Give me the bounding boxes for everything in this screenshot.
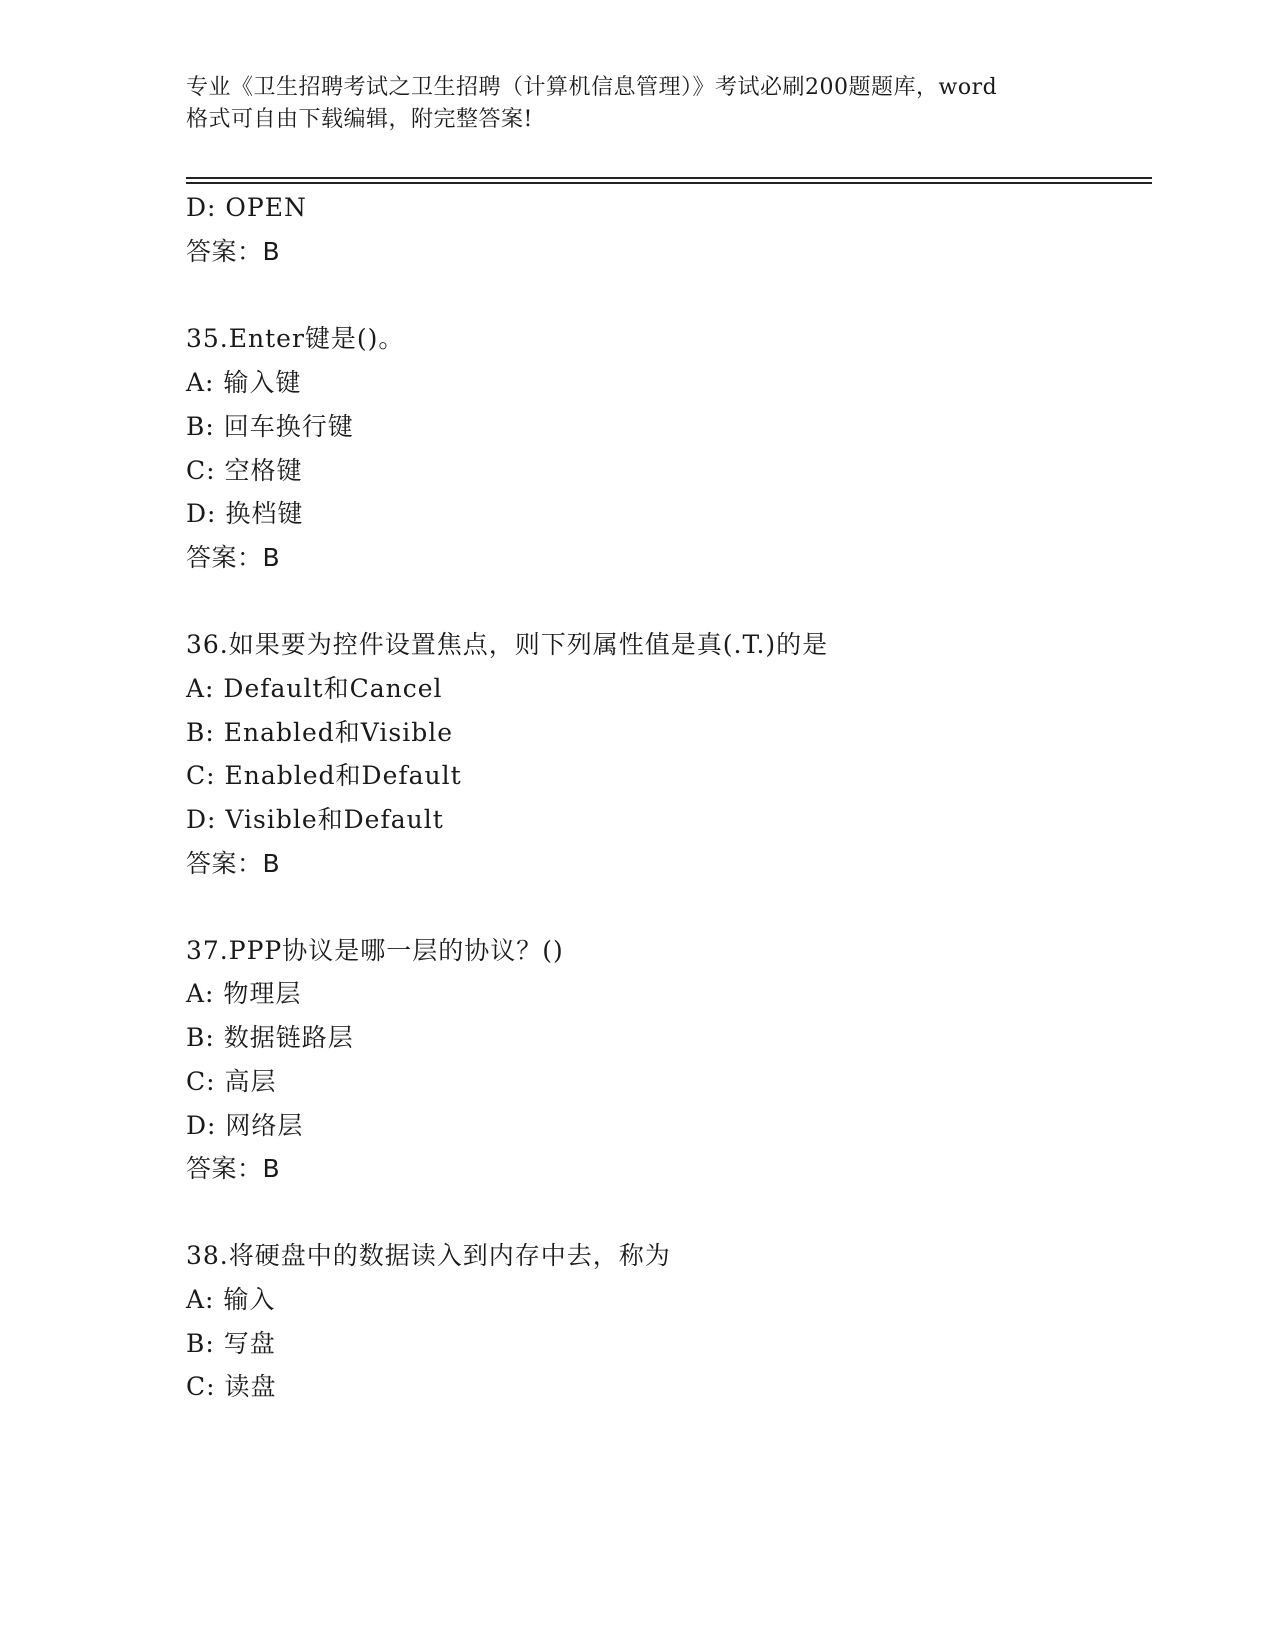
q35-option-c: C: 空格键	[186, 456, 303, 485]
header-line-1: 专业《卫生招聘考试之卫生招聘（计算机信息管理）》考试必刷200题题库，word	[186, 75, 998, 100]
q36-question: 36.如果要为控件设置焦点，则下列属性值是真(.T.)的是	[186, 630, 829, 659]
prev-option-d: D: OPEN	[186, 193, 307, 222]
q38-option-a: A: 输入	[186, 1285, 276, 1314]
q38-question: 38.将硬盘中的数据读入到内存中去，称为	[186, 1241, 671, 1270]
q35-option-d: D: 换档键	[186, 499, 304, 528]
q36-option-b: B: Enabled和Visible	[186, 718, 454, 747]
q35-option-b: B: 回车换行键	[186, 412, 354, 441]
q36-option-a: A: Default和Cancel	[186, 674, 443, 703]
q35-question: 35.Enter键是()。	[186, 324, 405, 353]
q36-option-c: C: Enabled和Default	[186, 761, 462, 790]
document-header	[186, 72, 1086, 136]
q38-option-b: B: 写盘	[186, 1329, 276, 1358]
q37-option-a: A: 物理层	[186, 979, 302, 1008]
q37-option-c: C: 高层	[186, 1067, 277, 1096]
q37-answer: 答案：B	[186, 1154, 281, 1183]
q37-option-b: B: 数据链路层	[186, 1023, 354, 1052]
q36-answer: 答案：B	[186, 849, 281, 878]
header-rule-bottom	[186, 182, 1152, 184]
header-line-2: 格式可自由下载编辑，附完整答案!	[186, 107, 533, 132]
header-rule-top	[186, 177, 1152, 179]
q35-option-a: A: 输入键	[186, 368, 302, 397]
prev-answer: 答案：B	[186, 237, 281, 266]
q37-option-d: D: 网络层	[186, 1111, 304, 1140]
q37-question: 37.PPP协议是哪一层的协议？()	[186, 936, 564, 965]
q38-option-c: C: 读盘	[186, 1372, 277, 1401]
q36-option-d: D: Visible和Default	[186, 805, 444, 834]
q35-answer: 答案：B	[186, 543, 281, 572]
